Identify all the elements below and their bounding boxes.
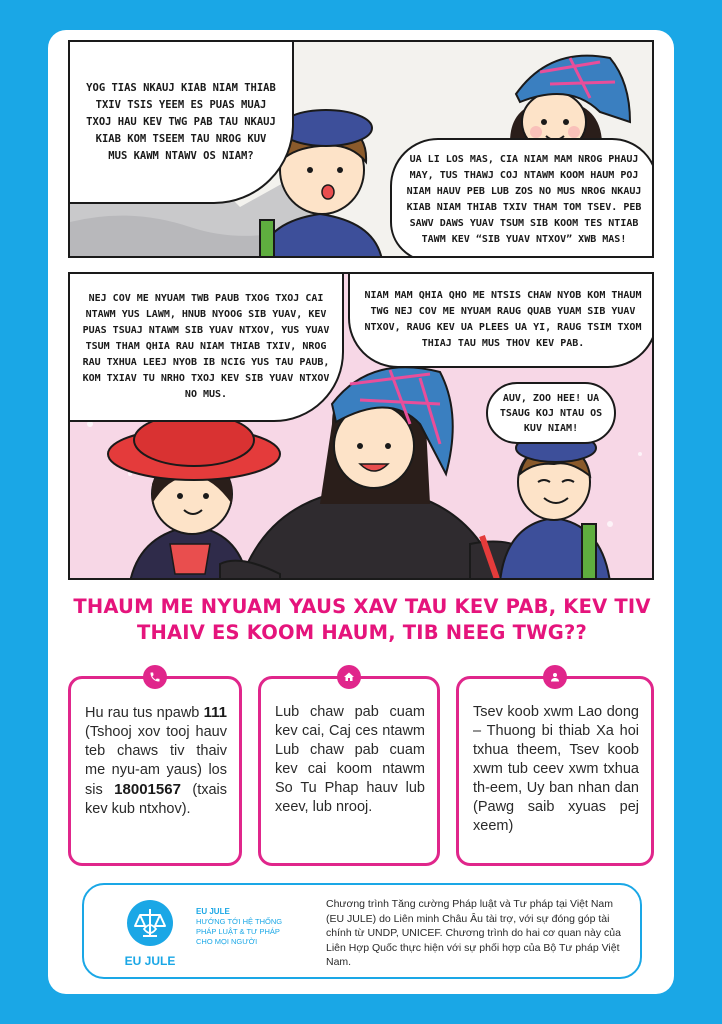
tagline-title: EU JULE — [196, 907, 230, 916]
home-icon — [337, 665, 361, 689]
tagline-line: HƯỚNG TỚI HỆ THỐNG — [196, 917, 283, 926]
program-description: Chương trình Tăng cường Pháp luật và Tư pháp tại Việt Nam (EU JULE) do Liên minh Châu Âu tài trợ, với sự đóng góp tài chính từ UNDP, UNICEF. Chương trình do hai cơ quan này của Liên Hợp Quốc thực hiện với sự phối hợp của Bộ Tư pháp Việt Nam. — [326, 898, 621, 968]
footer-box — [82, 883, 642, 979]
speech-bubble-mother-top — [348, 272, 654, 368]
info-text: Lub chaw pab cuam kev cai, Caj ces ntawm Lub chaw pab cuam kev cai koom ntawm So Tu Phap hauv lub xeev, lub nrooj. — [275, 704, 425, 815]
hotline-text — [85, 703, 227, 819]
scales-icon — [126, 899, 174, 947]
hotline-number: 111 — [203, 704, 227, 721]
info-box-hotline — [68, 676, 242, 866]
tagline-line: CHO MỌI NGƯỜI — [196, 937, 258, 946]
speech-bubble-mother — [390, 138, 654, 258]
backpack-strap — [260, 220, 274, 258]
speech-bubble-mother-left — [68, 272, 344, 422]
backpack-strap — [582, 524, 596, 580]
comic-panel-2 — [68, 272, 654, 580]
info-box-legal-aid — [258, 676, 440, 866]
speech-bubble-boy — [68, 40, 294, 204]
girl-collar-pattern — [170, 544, 210, 574]
speech-bubble-boy — [486, 382, 616, 444]
speech-text: NIAM MAM QHIA QHO ME NTSIS CHAW NYOB KOM THAUM TWG NEJ COV ME NYUAM RAUG QUAB YUAM SIB YUAV NTXOV, RAUG KEV UA PLEES UA YI, RAUG TSIM TXOM THIAJ TAU MUS THOV KEV PAB. — [364, 290, 642, 349]
info-text: (Tshooj xov tooj hauv teb chaws tiv thaiv me nyu-am yaus) los sis — [85, 724, 227, 798]
info-text: Tsev koob xwm Lao dong – Thuong bi thiab Xa hoi txhua theem, Tsev koob xwm tub ceev xwm txhua th-eem, Uy ban nhan dan (Pawg saib xyuas pej xeem) — [473, 704, 639, 834]
eu-jule-tagline — [196, 907, 306, 947]
speech-text: UA LI LOS MAS, CIA NIAM MAM NROG PHAUJ MAY, TUS THAWJ COJ NTAWM KOOM HAUM POJ NIAM HAUV PEB LUB ZOS NO MUS NROG NKAUJ KIAB NIAM THIAB TXIV THAM TOM TSEV. PEB SAWV DAWS YUAV TSUM SIB KOOM TES NTIAB TAWM KEV “SIB YUAV NTXOV” XWB MAS! — [406, 154, 642, 245]
boy-mouth — [322, 185, 334, 199]
tagline-line: PHÁP LUẬT & TƯ PHÁP — [196, 927, 280, 936]
speech-text: YOG TIAS NKAUJ KIAB NIAM THIAB TXIV TSIS YEEM ES PUAS MUAJ TXOJ HAU KEV TWG PAB TAU NKAUJ KIAB KOM TSEEM TAU NROG KUV MUS KAWM NTAWV OS NIAM? — [86, 81, 276, 162]
hotline-number: 18001567 — [114, 781, 181, 798]
speech-text: NEJ COV ME NYUAM TWB PAUB TXOG TXOJ CAI NTAWM YUS LAWM, HNUB NYOOG SIB YUAV, KEV PUAS TSUAJ NTAWM SIB YUAV NTXOV, YUS YUAV TSUM THAM QHIA RAU NIAM THIAB TXIV, NROG RAU TXHUA LEEJ NYOB IB NCIG YUS TAU PAUB, KOM TXIAV TU NRHO TXOJ KEV SIB YUAV NTXOV NO MUS. — [82, 293, 330, 400]
logo-name: EU JULE — [124, 954, 176, 968]
headline-question: THAUM ME NYUAM YAUS XAV TAU KEV PAB, KEV TIV THAIV ES KOOM HAUM, TIB NEEG TWG?? — [73, 595, 651, 644]
info-text: (txais kev kub ntxhov). — [85, 782, 228, 817]
phone-icon — [143, 665, 167, 689]
info-text: Hu rau tus npawb — [85, 705, 200, 721]
comic-panel-1 — [68, 40, 654, 258]
info-box-authorities — [456, 676, 654, 866]
person-icon — [543, 665, 567, 689]
eu-jule-logo — [108, 899, 192, 968]
speech-text: AUV, ZOO HEE! UA TSAUG KOJ NTAU OS KUV NIAM! — [499, 392, 603, 434]
